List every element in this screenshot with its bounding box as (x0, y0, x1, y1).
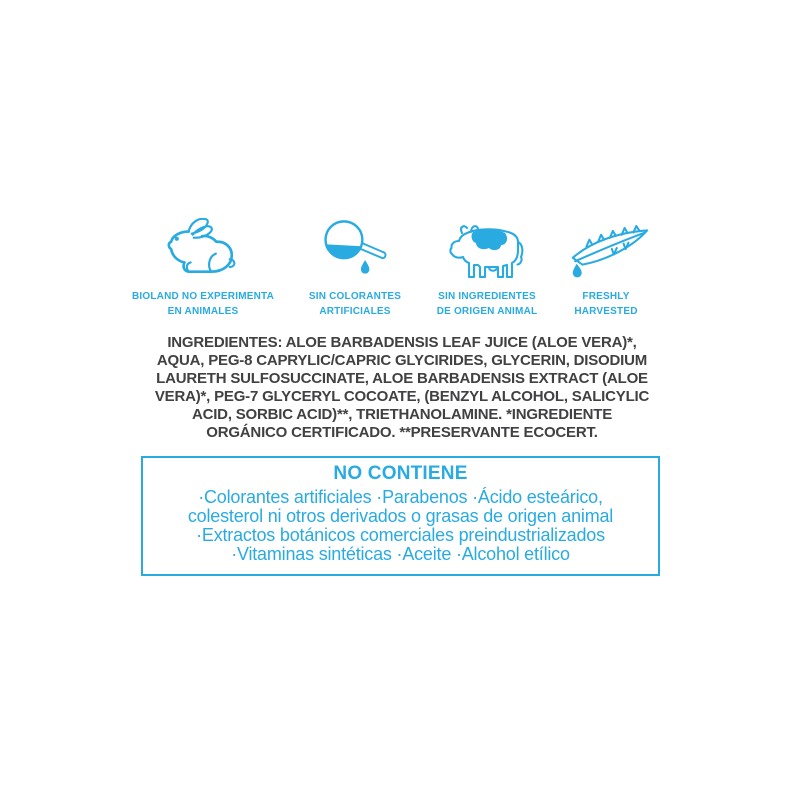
ingredients-line: INGREDIENTES: ALOE BARBADENSIS LEAF JUICE (ALOE VERA)*, (167, 334, 637, 351)
badge-freshly-harvested (548, 214, 664, 319)
no-contiene-box (141, 456, 660, 576)
badge-caption-line: HARVESTED (574, 306, 638, 317)
badge-caption-line: SIN INGREDIENTES (438, 291, 536, 302)
badge-caption-line: SIN COLORANTES (308, 291, 402, 302)
ingredients-line: ACID, SORBIC ACID)**, TRIETHANOLAMINE. *INGREDIENTE (191, 406, 613, 423)
no-contiene-line: ·Colorantes artificiales ·Parabenos ·Ácido esteárico, (198, 487, 603, 507)
aloe-leaf-icon (561, 214, 651, 282)
badge-caption-line: EN ANIMALES (167, 306, 239, 317)
cow-icon (449, 214, 525, 282)
ladle-drop-icon (320, 214, 390, 282)
badge-caption-line: FRESHLY (582, 291, 630, 302)
no-contiene-line: colesterol ni otros derivados o grasas de origen animal (187, 506, 614, 526)
badge-caption-line: BIOLAND NO EXPERIMENTA (132, 291, 274, 302)
no-contiene-line: ·Extractos botánicos comerciales preindustrializados (196, 525, 605, 545)
no-contiene-line: ·Vitaminas sintéticas ·Aceite ·Alcohol etílico (231, 544, 570, 564)
rabbit-icon (166, 214, 240, 282)
badge-no-artificial-colorants (288, 214, 422, 319)
ingredients-line: ORGÁNICO CERTIFICADO. **PRESERVANTE ECOCERT. (206, 424, 598, 441)
ingredients-text (122, 334, 682, 442)
badge-no-animal-ingredients (420, 214, 554, 319)
badge-caption-line: DE ORIGEN ANIMAL (436, 306, 538, 317)
no-contiene-title: NO CONTIENE (333, 463, 468, 484)
badge-caption-line: ARTIFICIALES (319, 306, 391, 317)
badge-no-animal-testing (118, 214, 288, 319)
ingredients-line: AQUA, PEG-8 CAPRYLIC/CAPRIC GLYCIRIDES, GLYCERIN, DISODIUM (156, 352, 648, 369)
no-contiene-list (143, 488, 658, 564)
ingredients-line: LAURETH SULFOSUCCINATE, ALOE BARBADENSIS EXTRACT (ALOE (156, 370, 648, 387)
ingredients-line: VERA)*, PEG-7 GLYCERYL COCOATE, (BENZYL ALCOHOL, SALICYLIC (154, 388, 650, 405)
